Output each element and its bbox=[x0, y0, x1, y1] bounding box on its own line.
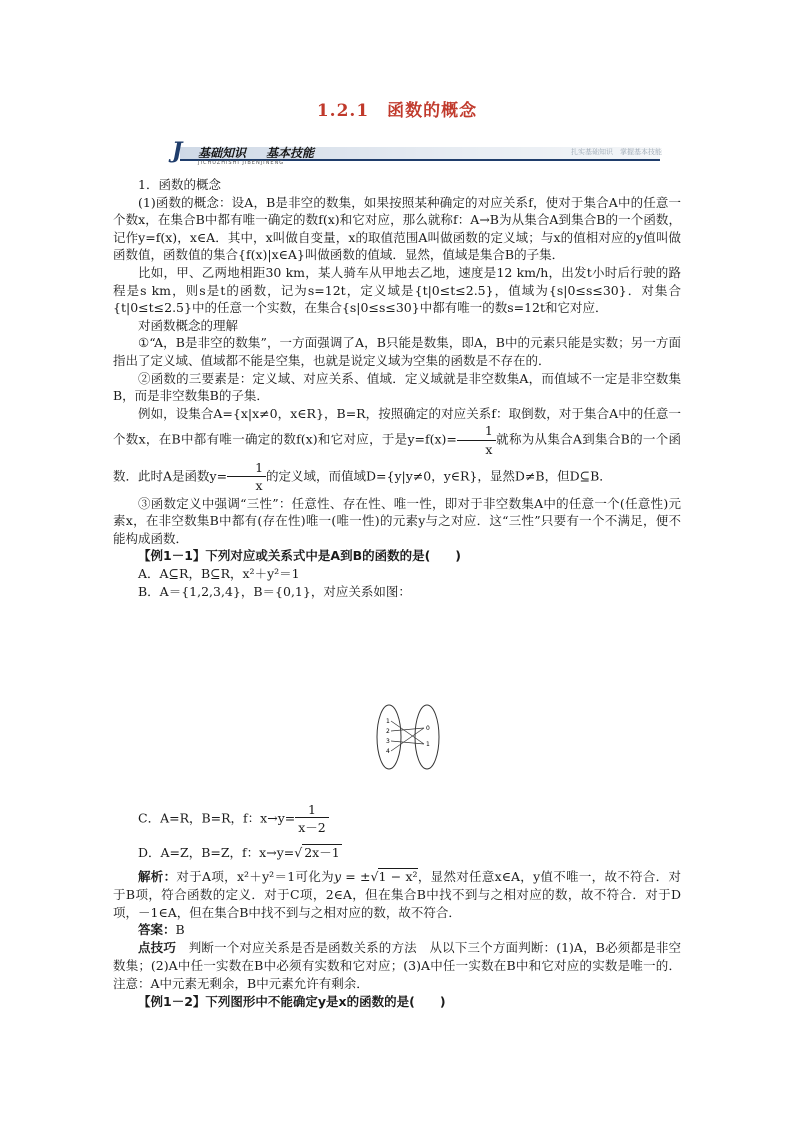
set-a-element: 2 bbox=[386, 728, 390, 735]
option-d-text: D．A=Z，B=Z，f：x→y= bbox=[138, 845, 295, 860]
tip-text: 判断一个对应关系是否是函数关系的方法 从以下三个方面判断：(1)A，B必须都是非空数集；(2)A中任一实数在B中必须有实数和它对应；(3)A中任一实数在B中和它对应的实数是唯一的．注意：A中元素无剩余，B中元素允许有剩余． bbox=[113, 940, 681, 991]
option-b: B．A＝{1,2,3,4}，B＝{0,1}，对应关系如图： bbox=[138, 583, 411, 599]
analysis-label: 解析： bbox=[138, 869, 177, 884]
sqrt-sign: √ bbox=[294, 845, 303, 860]
option-c-text: C．A=R，B=R，f：x→y= bbox=[138, 810, 296, 826]
tip-paragraph bbox=[113, 939, 681, 992]
analysis-paragraph bbox=[113, 868, 681, 921]
set-a-element: 3 bbox=[386, 738, 390, 745]
example-1-2: 【例1－2】下列图形中不能确定y是x的函数的是( ) bbox=[138, 993, 446, 1009]
banner-heading-1: 基础知识 bbox=[198, 146, 247, 160]
subheading-understanding: 对函数概念的理解 bbox=[138, 317, 239, 333]
set-a-element: 1 bbox=[386, 718, 390, 725]
banner-slogan: 扎实基础知识 掌握基本技能 bbox=[571, 148, 662, 156]
analysis-text-a: 对于A项，x²＋y²＝1可化为 bbox=[176, 869, 334, 884]
text-segment: 就称为从集合A到集合B的一个函数．此时A是函数y= bbox=[113, 431, 682, 484]
section-banner bbox=[172, 138, 670, 166]
fraction bbox=[227, 459, 266, 495]
section-heading: 1．函数的概念 bbox=[138, 177, 221, 192]
paragraph-reciprocal-example bbox=[113, 405, 681, 495]
banner-heading-2: 基本技能 bbox=[266, 146, 315, 160]
paragraph-point-3: ③函数定义中强调“三性”：任意性、存在性、唯一性，即对于非空数集A中的任意一个(任意性)元素x，在非空数集B中都有(存在性)唯一(唯一性)的元素y与之对应．这“三性”只要有一个不满足，便不能构成函数． bbox=[113, 495, 681, 546]
answer-line bbox=[113, 921, 681, 939]
tip-label: 点技巧 bbox=[138, 940, 177, 956]
banner-logo: J bbox=[172, 138, 183, 164]
set-b-element: 1 bbox=[426, 741, 430, 748]
solution-block bbox=[113, 868, 681, 1010]
fraction-numerator: 1 bbox=[227, 459, 266, 478]
paragraph-point-2: ②函数的三要素是：定义域、对应关系、值域．定义域就是非空数集A，而值域不一定是非空数集B，而是非空数集B的子集． bbox=[113, 370, 681, 404]
fraction-denominator: x bbox=[255, 478, 263, 494]
set-b-element: 0 bbox=[426, 725, 430, 732]
paragraph-example: 比如，甲、乙两地相距30 km，某人骑车从甲地去乙地，速度是12 km/h，出发t小时后行驶的路程是s km，则s是t的函数，记为s=12t，定义域是{t|0≤t≤2.5}，值域为{s|0≤s≤30}．对集合{t|0≤t≤2.5}中的任意一个实数，在集合{s|0≤s≤30}中都有唯一的数s=12t和它对应． bbox=[113, 264, 681, 316]
option-c bbox=[138, 802, 329, 836]
formula-prefix: y = ± bbox=[333, 869, 371, 884]
banner-pinyin: JICHUZHISHI JIBENJINENG bbox=[198, 160, 285, 166]
sqrt-sign: √ bbox=[370, 869, 379, 884]
example-1-1: 【例1－1】下列对应或关系式中是A到B的函数的是( ) bbox=[138, 548, 462, 564]
mapping-diagram bbox=[375, 702, 441, 772]
fraction-numerator: 1 bbox=[295, 802, 329, 818]
fraction bbox=[457, 422, 496, 458]
page-title: 1.2.1 函数的概念 bbox=[316, 101, 478, 121]
answer-label: 答案： bbox=[138, 922, 176, 938]
fraction-denominator: x－2 bbox=[298, 820, 326, 835]
fraction-denominator: x bbox=[485, 441, 493, 457]
paragraph-definition: (1)函数的概念：设A，B是非空的数集，如果按照某种确定的对应关系f，使对于集合A中的任意一个数x，在集合B中都有唯一确定的数f(x)和它对应，那么就称f：A→B为从集合A到集合B的一个函数，记作y=f(x)，x∈A．其中，x叫做自变量，x的取值范围A叫做函数的定义域；与x的值相对应的y值叫做函数值，函数值的集合{f(x)|x∈A}叫做函数的值域．显然，值域是集合B的子集． bbox=[113, 194, 681, 263]
answer-value: B bbox=[175, 922, 185, 938]
option-d bbox=[138, 843, 342, 861]
text-segment: 例如，设集合A={x|x≠0，x∈R}，B=R，按照确定的对应关系f：取倒数，对于集合A中的任意一个数x，在B中都有唯一确定的数f(x)和它对应，于是y=f(x)= bbox=[113, 405, 681, 447]
formula-radicand: 1 − x² bbox=[378, 869, 418, 884]
fraction-numerator: 1 bbox=[457, 422, 496, 441]
paragraph-point-1: ①“A，B是非空的数集”，一方面强调了A，B只能是数集，即A，B中的元素只能是实数；另一方面指出了定义域、值域都不能是空集，也就是说定义域为空集的函数是不存在的． bbox=[113, 335, 681, 368]
set-a-ellipse bbox=[377, 705, 401, 769]
sqrt-radicand: 2x－1 bbox=[304, 845, 340, 860]
set-a-element: 4 bbox=[386, 748, 390, 755]
analysis-formula bbox=[334, 868, 418, 884]
set-b-ellipse bbox=[415, 705, 439, 769]
option-a: A．A⊆R，B⊆R，x²＋y²＝1 bbox=[138, 566, 300, 582]
fraction bbox=[295, 802, 329, 836]
analysis-text-b: ，显然对任意x∈A，y值不唯一，故不符合．对于B项，符合函数的定义．对于C项，2∈A，但在集合B中找不到与之相对应的数，故不符合．对于D项，－1∈A，但在集合B中找不到与之相对应的数，故不符合． bbox=[113, 869, 681, 920]
main-content bbox=[113, 176, 681, 600]
text-segment: 的定义域，而值域D={y|y≠0，y∈R}，显然D≠B，但D⊆B． bbox=[266, 468, 612, 484]
mapping-arrows bbox=[391, 721, 424, 751]
